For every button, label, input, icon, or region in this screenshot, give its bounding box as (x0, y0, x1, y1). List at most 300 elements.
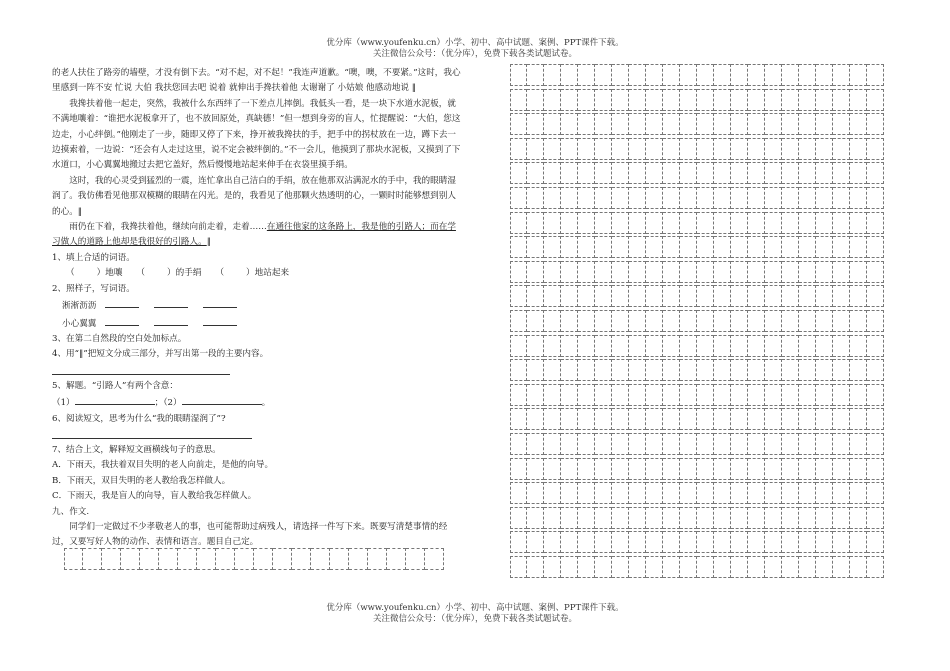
grid-cell[interactable] (799, 531, 816, 553)
grid-cell[interactable] (850, 359, 867, 381)
grid-cell[interactable] (612, 531, 629, 553)
grid-cell[interactable] (867, 261, 884, 283)
grid-cell[interactable] (629, 408, 646, 430)
grid-cell[interactable] (867, 531, 884, 553)
grid-cell[interactable] (510, 261, 527, 283)
grid-cell[interactable] (578, 285, 595, 307)
grid-cell[interactable] (544, 162, 561, 184)
grid-cell[interactable] (850, 113, 867, 135)
grid-cell[interactable] (527, 89, 544, 111)
grid-cell[interactable] (714, 359, 731, 381)
grid-cell[interactable] (561, 531, 578, 553)
grid-cell[interactable] (595, 187, 612, 209)
grid-cell[interactable] (561, 482, 578, 504)
grid-cell[interactable] (561, 384, 578, 406)
grid-cell[interactable] (544, 433, 561, 455)
grid-cell[interactable] (697, 433, 714, 455)
grid-cell[interactable] (629, 335, 646, 357)
grid-cell[interactable] (731, 433, 748, 455)
grid-cell[interactable] (544, 89, 561, 111)
grid-cell[interactable] (765, 138, 782, 160)
grid-cell[interactable] (697, 89, 714, 111)
grid-cell[interactable] (646, 236, 663, 258)
grid-cell[interactable] (782, 531, 799, 553)
grid-cell[interactable] (629, 138, 646, 160)
grid-cell[interactable] (646, 162, 663, 184)
grid-cell[interactable] (612, 507, 629, 529)
grid-cell[interactable] (527, 64, 544, 86)
grid-cell[interactable] (765, 236, 782, 258)
grid-cell[interactable] (646, 335, 663, 357)
grid-cell[interactable] (544, 531, 561, 553)
grid-cell[interactable] (578, 187, 595, 209)
grid-cell[interactable] (697, 285, 714, 307)
grid-cell[interactable] (697, 556, 714, 578)
grid-cell[interactable] (578, 113, 595, 135)
grid-cell[interactable] (714, 335, 731, 357)
grid-cell[interactable] (867, 138, 884, 160)
grid-cell[interactable] (330, 548, 349, 570)
grid-cell[interactable] (578, 89, 595, 111)
grid-cell[interactable] (595, 335, 612, 357)
grid-cell[interactable] (544, 236, 561, 258)
grid-cell[interactable] (663, 138, 680, 160)
grid-cell[interactable] (629, 433, 646, 455)
grid-cell[interactable] (663, 64, 680, 86)
grid-cell[interactable] (663, 384, 680, 406)
grid-cell[interactable] (578, 384, 595, 406)
grid-cell[interactable] (578, 162, 595, 184)
grid-cell[interactable] (527, 359, 544, 381)
grid-cell[interactable] (612, 236, 629, 258)
grid-cell[interactable] (646, 113, 663, 135)
grid-cell[interactable] (510, 113, 527, 135)
grid-cell[interactable] (544, 359, 561, 381)
grid-cell[interactable] (765, 531, 782, 553)
grid-cell[interactable] (765, 162, 782, 184)
grid-cell[interactable] (850, 433, 867, 455)
grid-cell[interactable] (527, 236, 544, 258)
grid-cell[interactable] (544, 261, 561, 283)
grid-cell[interactable] (561, 359, 578, 381)
grid-cell[interactable] (612, 138, 629, 160)
grid-cell[interactable] (697, 162, 714, 184)
grid-cell[interactable] (833, 384, 850, 406)
grid-cell[interactable] (544, 187, 561, 209)
grid-cell[interactable] (833, 433, 850, 455)
grid-cell[interactable] (646, 212, 663, 234)
grid-cell[interactable] (714, 507, 731, 529)
grid-cell[interactable] (867, 89, 884, 111)
grid-cell[interactable] (765, 64, 782, 86)
grid-cell[interactable] (799, 359, 816, 381)
grid-cell[interactable] (833, 285, 850, 307)
grid-cell[interactable] (561, 285, 578, 307)
grid-cell[interactable] (731, 556, 748, 578)
grid-cell[interactable] (748, 162, 765, 184)
grid-cell[interactable] (595, 458, 612, 480)
grid-cell[interactable] (816, 310, 833, 332)
grid-cell[interactable] (799, 507, 816, 529)
grid-cell[interactable] (748, 507, 765, 529)
grid-cell[interactable] (697, 384, 714, 406)
grid-cell[interactable] (782, 359, 799, 381)
grid-cell[interactable] (731, 531, 748, 553)
grid-cell[interactable] (612, 310, 629, 332)
grid-cell[interactable] (578, 212, 595, 234)
grid-cell[interactable] (765, 458, 782, 480)
grid-cell[interactable] (748, 408, 765, 430)
grid-cell[interactable] (561, 335, 578, 357)
grid-cell[interactable] (731, 384, 748, 406)
grid-cell[interactable] (748, 531, 765, 553)
grid-cell[interactable] (816, 482, 833, 504)
grid-cell[interactable] (680, 187, 697, 209)
grid-cell[interactable] (612, 482, 629, 504)
grid-cell[interactable] (629, 285, 646, 307)
grid-cell[interactable] (646, 408, 663, 430)
grid-cell[interactable] (765, 507, 782, 529)
grid-cell[interactable] (578, 531, 595, 553)
grid-cell[interactable] (510, 359, 527, 381)
grid-cell[interactable] (782, 507, 799, 529)
grid-cell[interactable] (816, 531, 833, 553)
grid-cell[interactable] (799, 138, 816, 160)
grid-cell[interactable] (697, 138, 714, 160)
grid-cell[interactable] (561, 310, 578, 332)
grid-cell[interactable] (765, 212, 782, 234)
grid-cell[interactable] (646, 433, 663, 455)
grid-cell[interactable] (680, 408, 697, 430)
grid-cell[interactable] (646, 556, 663, 578)
grid-cell[interactable] (612, 458, 629, 480)
grid-cell[interactable] (867, 187, 884, 209)
grid-cell[interactable] (782, 187, 799, 209)
grid-cell[interactable] (748, 335, 765, 357)
grid-cell[interactable] (663, 285, 680, 307)
grid-cell[interactable] (663, 236, 680, 258)
grid-cell[interactable] (731, 187, 748, 209)
grid-cell[interactable] (527, 335, 544, 357)
grid-cell[interactable] (816, 236, 833, 258)
grid-cell[interactable] (782, 458, 799, 480)
grid-cell[interactable] (833, 236, 850, 258)
grid-cell[interactable] (799, 433, 816, 455)
grid-cell[interactable] (867, 458, 884, 480)
grid-cell[interactable] (527, 261, 544, 283)
grid-cell[interactable] (235, 548, 254, 570)
grid-cell[interactable] (578, 556, 595, 578)
grid-cell[interactable] (867, 212, 884, 234)
grid-cell[interactable] (799, 187, 816, 209)
grid-cell[interactable] (714, 236, 731, 258)
grid-cell[interactable] (527, 482, 544, 504)
grid-cell[interactable] (799, 261, 816, 283)
grid-cell[interactable] (646, 187, 663, 209)
grid-cell[interactable] (273, 548, 292, 570)
grid-cell[interactable] (714, 285, 731, 307)
grid-cell[interactable] (782, 482, 799, 504)
grid-cell[interactable] (510, 482, 527, 504)
grid-cell[interactable] (850, 408, 867, 430)
grid-cell[interactable] (799, 89, 816, 111)
grid-cell[interactable] (697, 64, 714, 86)
grid-cell[interactable] (714, 261, 731, 283)
grid-cell[interactable] (510, 384, 527, 406)
grid-cell[interactable] (850, 507, 867, 529)
grid-cell[interactable] (561, 433, 578, 455)
grid-cell[interactable] (578, 359, 595, 381)
grid-cell[interactable] (510, 531, 527, 553)
grid-cell[interactable] (595, 482, 612, 504)
grid-cell[interactable] (680, 236, 697, 258)
grid-cell[interactable] (544, 335, 561, 357)
grid-cell[interactable] (680, 556, 697, 578)
grid-cell[interactable] (629, 113, 646, 135)
grid-cell[interactable] (663, 335, 680, 357)
grid-cell[interactable] (544, 482, 561, 504)
grid-cell[interactable] (850, 89, 867, 111)
grid-cell[interactable] (816, 335, 833, 357)
grid-cell[interactable] (578, 433, 595, 455)
grid-cell[interactable] (782, 556, 799, 578)
grid-cell[interactable] (714, 482, 731, 504)
grid-cell[interactable] (680, 458, 697, 480)
grid-cell[interactable] (527, 113, 544, 135)
grid-cell[interactable] (680, 64, 697, 86)
grid-cell[interactable] (816, 64, 833, 86)
grid-cell[interactable] (714, 458, 731, 480)
grid-cell[interactable] (595, 162, 612, 184)
grid-cell[interactable] (425, 548, 444, 570)
grid-cell[interactable] (697, 212, 714, 234)
grid-cell[interactable] (612, 556, 629, 578)
grid-cell[interactable] (680, 89, 697, 111)
grid-cell[interactable] (254, 548, 273, 570)
grid-cell[interactable] (544, 507, 561, 529)
grid-cell[interactable] (833, 408, 850, 430)
grid-cell[interactable] (561, 113, 578, 135)
grid-cell[interactable] (544, 458, 561, 480)
grid-cell[interactable] (629, 187, 646, 209)
grid-cell[interactable] (612, 335, 629, 357)
grid-cell[interactable] (527, 212, 544, 234)
grid-cell[interactable] (799, 64, 816, 86)
grid-cell[interactable] (595, 138, 612, 160)
grid-cell[interactable] (612, 433, 629, 455)
grid-cell[interactable] (697, 113, 714, 135)
grid-cell[interactable] (799, 482, 816, 504)
grid-cell[interactable] (697, 187, 714, 209)
grid-cell[interactable] (663, 433, 680, 455)
grid-cell[interactable] (748, 212, 765, 234)
grid-cell[interactable] (816, 138, 833, 160)
grid-cell[interactable] (544, 64, 561, 86)
grid-cell[interactable] (646, 89, 663, 111)
grid-cell[interactable] (612, 408, 629, 430)
grid-cell[interactable] (595, 89, 612, 111)
grid-cell[interactable] (646, 458, 663, 480)
grid-cell[interactable] (799, 162, 816, 184)
grid-cell[interactable] (578, 261, 595, 283)
grid-cell[interactable] (680, 384, 697, 406)
grid-cell[interactable] (544, 138, 561, 160)
grid-cell[interactable] (646, 384, 663, 406)
grid-cell[interactable] (748, 89, 765, 111)
grid-cell[interactable] (663, 507, 680, 529)
grid-cell[interactable] (816, 359, 833, 381)
grid-cell[interactable] (595, 64, 612, 86)
grid-cell[interactable] (850, 482, 867, 504)
grid-cell[interactable] (867, 482, 884, 504)
grid-cell[interactable] (765, 187, 782, 209)
grid-cell[interactable] (561, 212, 578, 234)
grid-cell[interactable] (748, 187, 765, 209)
grid-cell[interactable] (816, 113, 833, 135)
grid-cell[interactable] (595, 384, 612, 406)
grid-cell[interactable] (748, 433, 765, 455)
grid-cell[interactable] (748, 236, 765, 258)
grid-cell[interactable] (663, 359, 680, 381)
grid-cell[interactable] (663, 113, 680, 135)
grid-cell[interactable] (748, 138, 765, 160)
grid-cell[interactable] (765, 261, 782, 283)
grid-cell[interactable] (406, 548, 425, 570)
grid-cell[interactable] (816, 212, 833, 234)
grid-cell[interactable] (561, 261, 578, 283)
grid-cell[interactable] (663, 261, 680, 283)
grid-cell[interactable] (527, 458, 544, 480)
grid-cell[interactable] (833, 458, 850, 480)
grid-cell[interactable] (867, 310, 884, 332)
grid-cell[interactable] (680, 335, 697, 357)
grid-cell[interactable] (867, 285, 884, 307)
grid-cell[interactable] (561, 89, 578, 111)
grid-cell[interactable] (867, 507, 884, 529)
grid-cell[interactable] (765, 89, 782, 111)
grid-cell[interactable] (510, 507, 527, 529)
grid-cell[interactable] (782, 162, 799, 184)
grid-cell[interactable] (782, 261, 799, 283)
grid-cell[interactable] (663, 556, 680, 578)
grid-cell[interactable] (697, 261, 714, 283)
grid-cell[interactable] (595, 261, 612, 283)
grid-cell[interactable] (349, 548, 368, 570)
grid-cell[interactable] (595, 212, 612, 234)
grid-cell[interactable] (64, 548, 83, 570)
grid-cell[interactable] (646, 359, 663, 381)
grid-cell[interactable] (765, 335, 782, 357)
grid-cell[interactable] (629, 310, 646, 332)
grid-cell[interactable] (714, 384, 731, 406)
grid-cell[interactable] (83, 548, 102, 570)
grid-cell[interactable] (850, 458, 867, 480)
grid-cell[interactable] (578, 335, 595, 357)
grid-cell[interactable] (731, 212, 748, 234)
grid-cell[interactable] (867, 556, 884, 578)
grid-cell[interactable] (714, 556, 731, 578)
grid-cell[interactable] (510, 187, 527, 209)
grid-cell[interactable] (731, 335, 748, 357)
grid-cell[interactable] (714, 212, 731, 234)
grid-cell[interactable] (731, 310, 748, 332)
grid-cell[interactable] (629, 261, 646, 283)
grid-cell[interactable] (816, 507, 833, 529)
grid-cell[interactable] (612, 89, 629, 111)
grid-cell[interactable] (748, 310, 765, 332)
grid-cell[interactable] (748, 261, 765, 283)
grid-cell[interactable] (612, 261, 629, 283)
grid-cell[interactable] (833, 482, 850, 504)
grid-cell[interactable] (527, 507, 544, 529)
grid-cell[interactable] (748, 556, 765, 578)
grid-cell[interactable] (850, 531, 867, 553)
grid-cell[interactable] (578, 236, 595, 258)
grid-cell[interactable] (527, 138, 544, 160)
grid-cell[interactable] (612, 64, 629, 86)
grid-cell[interactable] (629, 507, 646, 529)
grid-cell[interactable] (680, 261, 697, 283)
grid-cell[interactable] (833, 113, 850, 135)
grid-cell[interactable] (680, 310, 697, 332)
grid-cell[interactable] (714, 433, 731, 455)
grid-cell[interactable] (510, 458, 527, 480)
grid-cell[interactable] (646, 285, 663, 307)
grid-cell[interactable] (102, 548, 121, 570)
grid-cell[interactable] (595, 531, 612, 553)
grid-cell[interactable] (867, 236, 884, 258)
grid-cell[interactable] (561, 187, 578, 209)
grid-cell[interactable] (595, 556, 612, 578)
grid-cell[interactable] (612, 212, 629, 234)
grid-cell[interactable] (697, 310, 714, 332)
grid-cell[interactable] (748, 482, 765, 504)
grid-cell[interactable] (799, 458, 816, 480)
grid-cell[interactable] (833, 138, 850, 160)
grid-cell[interactable] (510, 64, 527, 86)
grid-cell[interactable] (561, 236, 578, 258)
grid-cell[interactable] (646, 482, 663, 504)
grid-cell[interactable] (578, 310, 595, 332)
grid-cell[interactable] (612, 285, 629, 307)
grid-cell[interactable] (765, 482, 782, 504)
grid-cell[interactable] (748, 113, 765, 135)
grid-cell[interactable] (850, 138, 867, 160)
grid-cell[interactable] (544, 113, 561, 135)
grid-cell[interactable] (697, 507, 714, 529)
grid-cell[interactable] (680, 531, 697, 553)
grid-cell[interactable] (765, 433, 782, 455)
grid-cell[interactable] (782, 113, 799, 135)
grid-cell[interactable] (595, 113, 612, 135)
grid-cell[interactable] (833, 310, 850, 332)
grid-cell[interactable] (833, 359, 850, 381)
grid-cell[interactable] (833, 212, 850, 234)
grid-cell[interactable] (697, 482, 714, 504)
grid-cell[interactable] (714, 64, 731, 86)
grid-cell[interactable] (544, 384, 561, 406)
grid-cell[interactable] (850, 310, 867, 332)
grid-cell[interactable] (197, 548, 216, 570)
grid-cell[interactable] (714, 113, 731, 135)
grid-cell[interactable] (311, 548, 330, 570)
grid-cell[interactable] (867, 408, 884, 430)
grid-cell[interactable] (731, 89, 748, 111)
grid-cell[interactable] (510, 212, 527, 234)
grid-cell[interactable] (680, 507, 697, 529)
grid-cell[interactable] (612, 113, 629, 135)
grid-cell[interactable] (867, 433, 884, 455)
